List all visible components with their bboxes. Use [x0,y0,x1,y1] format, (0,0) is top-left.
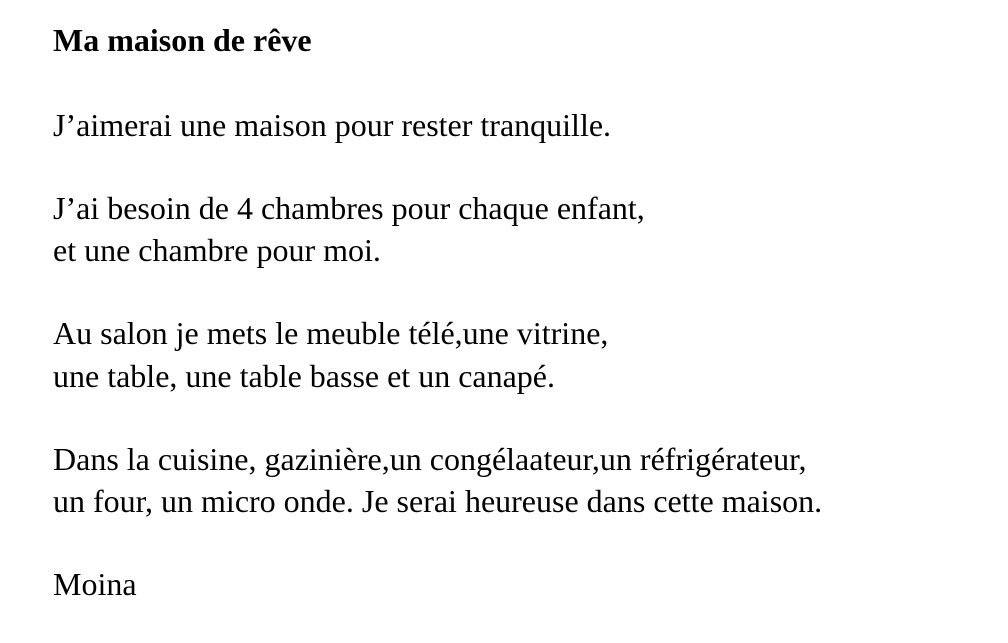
author-signature: Moina [53,566,137,602]
paragraph-bedrooms-line-2: et une chambre pour moi. [53,232,381,268]
document-title: Ma maison de rêve [53,22,312,58]
paragraph-living-room-line-2: une table, une table basse et un canapé. [53,358,555,394]
paragraph-bedrooms-line-1: J’ai besoin de 4 chambres pour chaque enfant, [53,190,645,226]
paragraph-kitchen-line-2: un four, un micro onde. Je serai heureuse dans cette maison. [53,483,823,519]
paragraph-intro-line: J’aimerai une maison pour rester tranquille. [53,107,612,143]
paragraph-living-room-line-1: Au salon je mets le meuble télé,une vitrine, [53,315,609,351]
paragraph-kitchen-line-1: Dans la cuisine, gazinière,un congélaateur,un réfrigérateur, [53,441,807,477]
